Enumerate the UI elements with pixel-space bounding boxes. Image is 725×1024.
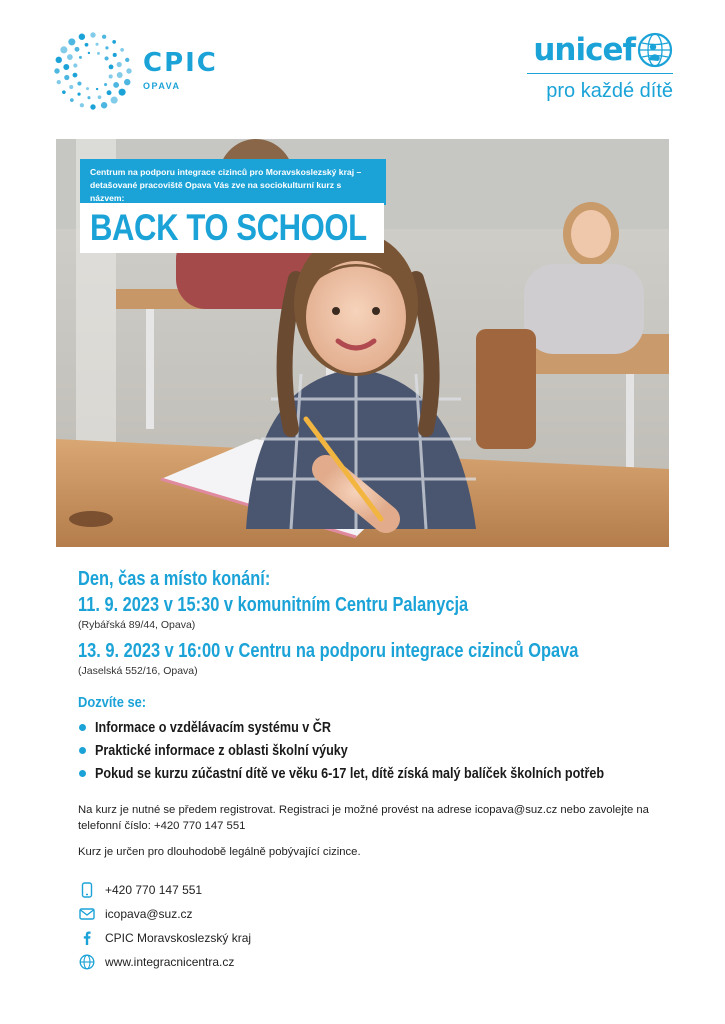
list-item: Informace o vzdělávacím systému v ČR (78, 716, 698, 739)
eligibility-note: Kurz je určen pro dlouhodobě legálně pobývající cizince. (78, 846, 361, 858)
cpic-name: CPIC (143, 48, 218, 78)
contact-facebook[interactable] (78, 926, 478, 950)
contact-phone[interactable] (78, 878, 478, 902)
bullet-icon (79, 724, 86, 731)
facebook-text: CPIC Moravskoslezský kraj (105, 931, 252, 945)
intro-text: Centrum na podporu integrace cizinců pro Moravskoslezský kraj – detašované pracoviště Opava Vás zve na sociokulturní kurz s názvem: (90, 167, 362, 203)
session-2-when-where: 13. 9. 2023 v 16:00 v Centru na podporu integrace cizinců Opava (78, 640, 579, 662)
list-item: Praktické informace z oblasti školní výuky (78, 739, 698, 762)
email-text: icopava@suz.cz (105, 907, 193, 921)
registration-note: Na kurz je nutné se předem registrovat. Registraci je možné provést na adrese icopava@suz.cz nebo zavolejte na telefonní číslo: +420 770 147 551 (78, 804, 649, 832)
unicef-globe-icon (637, 32, 673, 68)
unicef-tagline: pro každé dítě (546, 80, 673, 102)
contact-website[interactable] (78, 950, 478, 974)
phone-text: +420 770 147 551 (105, 883, 203, 897)
bullet-icon (79, 770, 86, 777)
unicef-logo (523, 30, 673, 102)
cpic-wordmark (143, 49, 218, 91)
learn-heading: Dozvíte se: (78, 694, 147, 711)
globe-icon (79, 954, 95, 970)
header (0, 0, 725, 130)
facebook-icon (79, 930, 95, 946)
title-banner (80, 203, 384, 253)
session-1-address: (Rybářská 89/44, Opava) (78, 619, 196, 631)
event-info (78, 566, 688, 679)
learn-section (78, 693, 698, 785)
contacts (78, 878, 478, 974)
page-title: BACK TO SCHOOL (90, 207, 367, 248)
unicef-divider (527, 73, 673, 74)
event-heading: Den, čas a místo konání: (78, 568, 271, 590)
notes (78, 802, 678, 860)
session-2-address: (Jaselská 552/16, Opava) (78, 665, 198, 677)
mail-icon (79, 906, 95, 922)
session-1-when-where: 11. 9. 2023 v 15:30 v komunitním Centru Palanycja (78, 594, 469, 616)
unicef-wordmark: unicef (533, 32, 635, 68)
website-text: www.integracnicentra.cz (105, 955, 235, 969)
learn-list (78, 716, 698, 785)
phone-icon (79, 882, 95, 898)
dots-circle-logo-icon (54, 32, 132, 110)
contact-email[interactable] (78, 902, 478, 926)
intro-banner (80, 159, 386, 205)
list-item: Pokud se kurzu zúčastní dítě ve věku 6-17 let, dítě získá malý balíček školních potřeb (78, 762, 698, 785)
bullet-icon (79, 747, 86, 754)
cpic-city: OPAVA (143, 81, 181, 91)
